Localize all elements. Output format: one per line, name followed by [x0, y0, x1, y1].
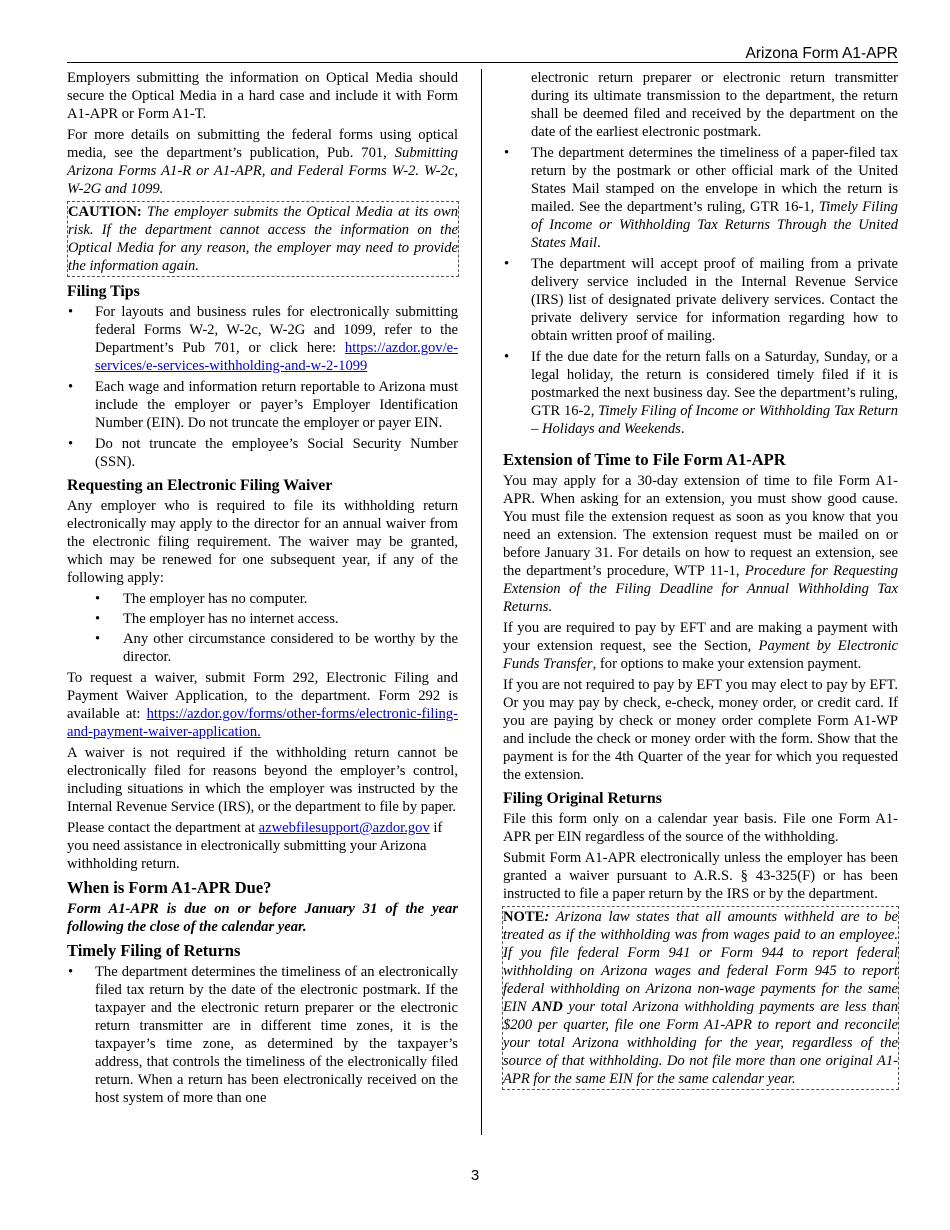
- original-returns-paragraph-1: File this form only on a calendar year basis. File one Form A1-APR per EIN regardless of the source of the withholding.: [503, 811, 898, 845]
- waiver-request-paragraph: [67, 669, 458, 741]
- timely-filing-list-continued: [503, 144, 898, 438]
- gtr-16-1-text: The department determines the timeliness of a paper-filed tax return by the postmark or other official mark of the United States Mail stamped on the envelope in which the return is mailed. See the department’s ruling, GTR 16-1,: [531, 145, 898, 215]
- waiver-paragraph: Any employer who is required to file its withholding return electronically may apply to the director for an annual waiver from the electronic filing requirement. The waiver may be granted, which may be renewed for one subsequent year, if any of the following apply:: [67, 498, 458, 586]
- note-colon: :: [544, 909, 550, 925]
- list-item: • If the due date for the return falls on a Saturday, Sunday, or a legal holiday, the return is considered timely filed if it is postmarked the next business day. See the department’s ruling, GTR 16-2, Timely Filing of Income or Withholding Tax Return – Holidays and Weekends.: [503, 348, 898, 438]
- due-date-heading: When is Form A1-APR Due?: [67, 878, 272, 897]
- list-item: • The employer has no internet access.: [67, 610, 458, 628]
- list-item: • The employer has no computer.: [67, 590, 458, 608]
- extension-heading: Extension of Time to File Form A1-APR: [503, 450, 786, 469]
- timely-filing-list: [67, 963, 458, 1107]
- optical-media-paragraph: Employers submitting the information on Optical Media should secure the Optical Media in a hard case and include it with Form A1-APR or Form A1-T.: [67, 70, 458, 122]
- more-details-text: For more details on submitting the federal forms using optical media, see the department’s publication, Pub. 701,: [67, 127, 458, 161]
- wtp-11-1-title: Procedure for Requesting Extension of the Filing Deadline for Annual Withholding Tax Returns: [503, 563, 898, 615]
- list-item: • The department will accept proof of mailing from a private delivery service included in the Internal Revenue Service (IRS) list of designated private delivery services. Contact the private delivery service for information regarding how to obtain written proof of mailing.: [503, 255, 898, 345]
- filing-tips-list: [67, 303, 458, 471]
- extension-text: You may apply for a 30-day extension of time to file Form A1-APR. When asking for an extension, you must show good cause. You must file the extension request as soon as you know that you need an extension. The extension request must be mailed on or before January 31. For details on how to request an extension, see the department’s procedure, WTP 11-1,: [503, 473, 898, 579]
- eft-section-title: Payment by Electronic Funds Transfer: [503, 638, 898, 672]
- list-item: • Do not truncate the employee’s Social Security Number (SSN).: [67, 435, 458, 471]
- extension-eft-text-end: , for options to make your extension payment.: [592, 656, 862, 672]
- column-divider: [481, 69, 482, 1135]
- page-number: 3: [470, 1167, 480, 1184]
- contact-text-end: if you need assistance in electronically submitting your Arizona withholding return.: [67, 820, 443, 872]
- list-item: [67, 303, 458, 375]
- waiver-application-link[interactable]: https://azdor.gov/forms/other-forms/electronic-filing-and-payment-waiver-application.: [67, 706, 458, 740]
- caution-text: The employer submits the Optical Media at its own risk. If the department cannot access the information on the Optical Media for any reason, the employer may need to provide the information again.: [68, 204, 458, 274]
- left-column: [67, 69, 458, 1110]
- list-item: • The department determines the timeliness of a paper-filed tax return by the postmark or other official mark of the United States Mail stamped on the envelope in which the return is mailed. See the department’s ruling, GTR 16-1, Timely Filing of Income or Withholding Tax Returns Through the United States Mail.: [503, 144, 898, 252]
- form-title-header: Arizona Form A1-APR: [745, 45, 898, 62]
- waiver-conditions-list: [67, 590, 458, 666]
- extension-payment-paragraph: If you are not required to pay by EFT you may elect to pay by EFT. Or you may pay by check, e-check, money order, or credit card. If you are paying by check or money order complete Form A1-WP and include the check or money order with the form. Show that the payment is for the 4th Quarter of the year for which you requested the extension.: [503, 677, 898, 783]
- right-column: [503, 69, 898, 1094]
- note-text: Arizona law states that all amounts withheld are to be treated as if the withholding was from wages paid to an employee. If you file federal Form 941 or Form 944 to report federal withholding on Arizona wages and federal Form 945 to report federal withholding on Arizona non-wage payments for the same EIN: [503, 909, 898, 1015]
- original-returns-heading: Filing Original Returns: [503, 790, 662, 807]
- waiver-heading: Requesting an Electronic Filing Waiver: [67, 477, 333, 494]
- filing-tips-heading: Filing Tips: [67, 283, 140, 300]
- withholding-w2-link[interactable]: https://azdor.gov/e-services/e-services-withholding-and-w-2-1099: [95, 340, 458, 374]
- extension-eft-text: If you are required to pay by EFT and are making a payment with your extension request, see the Section,: [503, 620, 898, 654]
- note-label: NOTE: [503, 909, 545, 925]
- gtr-16-2-title: Timely Filing of Income or Withholding Tax Return – Holidays and Weekends: [531, 403, 898, 437]
- list-item: • Each wage and information return reportable to Arizona must include the employer or payer’s Employer Identification Number (EIN). Do not truncate the employer or payer EIN.: [67, 378, 458, 432]
- gtr-16-2-text: If the due date for the return falls on a Saturday, Sunday, or a legal holiday, the return is considered timely filed if it is postmarked the next business day. See the department’s ruling, GTR 16-2,: [531, 349, 898, 419]
- due-date-text: Form A1-APR is due on or before January 31 of the year following the close of the calendar year.: [67, 901, 458, 935]
- note-box: [502, 906, 899, 1090]
- caution-box: [67, 201, 459, 277]
- header-rule: [67, 62, 898, 63]
- gtr-16-1-title: Timely Filing of Income or Withholding Tax Returns Through the United States Mail: [531, 199, 898, 251]
- list-item: • Any other circumstance considered to be worthy by the director.: [67, 630, 458, 666]
- caution-label: CAUTION:: [68, 204, 142, 220]
- contact-text: Please contact the department at: [67, 820, 259, 836]
- list-item: • The department determines the timeliness of an electronically filed tax return by the date of the electronic postmark. If the taxpayer and the electronic return preparer or the electronic return transmitter are in different time zones, it is the taxpayer’s time zone, as determined by the taxpayer’s address, that controls the timeliness of the electronically filed return. When a return has been electronically received on the host system of more than one: [67, 963, 458, 1107]
- waiver-not-required-paragraph: A waiver is not required if the withholding return cannot be electronically filed for reasons beyond the employer’s control, including situations in which the employer was instructed by the Internal Revenue Service (IRS), or the department to file by paper.: [67, 745, 458, 815]
- timely-filing-heading: Timely Filing of Returns: [67, 941, 241, 960]
- contact-paragraph: [67, 819, 458, 873]
- pub-701-title: Submitting Arizona Forms A1-R or A1-APR, and Federal Forms W-2. W-2c, W-2G and 1099.: [67, 145, 458, 197]
- extension-paragraph: You may apply for a 30-day extension of time to file Form A1-APR. When asking for an extension, you must show good cause. You must file the extension request as soon as you know that you need an extension. The extension request must be mailed on or before January 31. For details on how to request an extension, see the department’s procedure, WTP 11-1, Procedure for Requesting Extension of the Filing Deadline for Annual Withholding Tax Returns.: [503, 473, 898, 615]
- timely-item-continued: electronic return preparer or electronic return transmitter during its ultimate transmission to the department, the return shall be deemed filed and received by the department on the date of the earliest electronic postmark.: [531, 70, 898, 140]
- note-and-emphasis: AND: [532, 999, 563, 1015]
- more-details-paragraph: [67, 126, 458, 198]
- support-email-link[interactable]: azwebfilesupport@azdor.gov: [258, 820, 430, 836]
- original-returns-paragraph-2: Submit Form A1-APR electronically unless the employer has been granted a waiver pursuant to A.R.S. § 43-325(F) or has been instructed to file a paper return by the IRS or by the department.: [503, 850, 898, 902]
- waiver-request-text: To request a waiver, submit Form 292, Electronic Filing and Payment Waiver Application, to the department. Form 292 is available at:: [67, 670, 458, 722]
- extension-eft-paragraph: [503, 619, 898, 673]
- note-text-end: your total Arizona withholding payments are less than $200 per quarter, file one Form A1-APR to report and reconcile your total Arizona withholding for the year, regardless of the source of that withholding. Do not file more than one original A1-APR for the same EIN for the same calendar year.: [503, 999, 898, 1087]
- tip-text: For layouts and business rules for electronically submitting federal Forms W-2, W-2c, W-2G and 1099, refer to the Department’s Pub 701, or click here:: [95, 304, 458, 356]
